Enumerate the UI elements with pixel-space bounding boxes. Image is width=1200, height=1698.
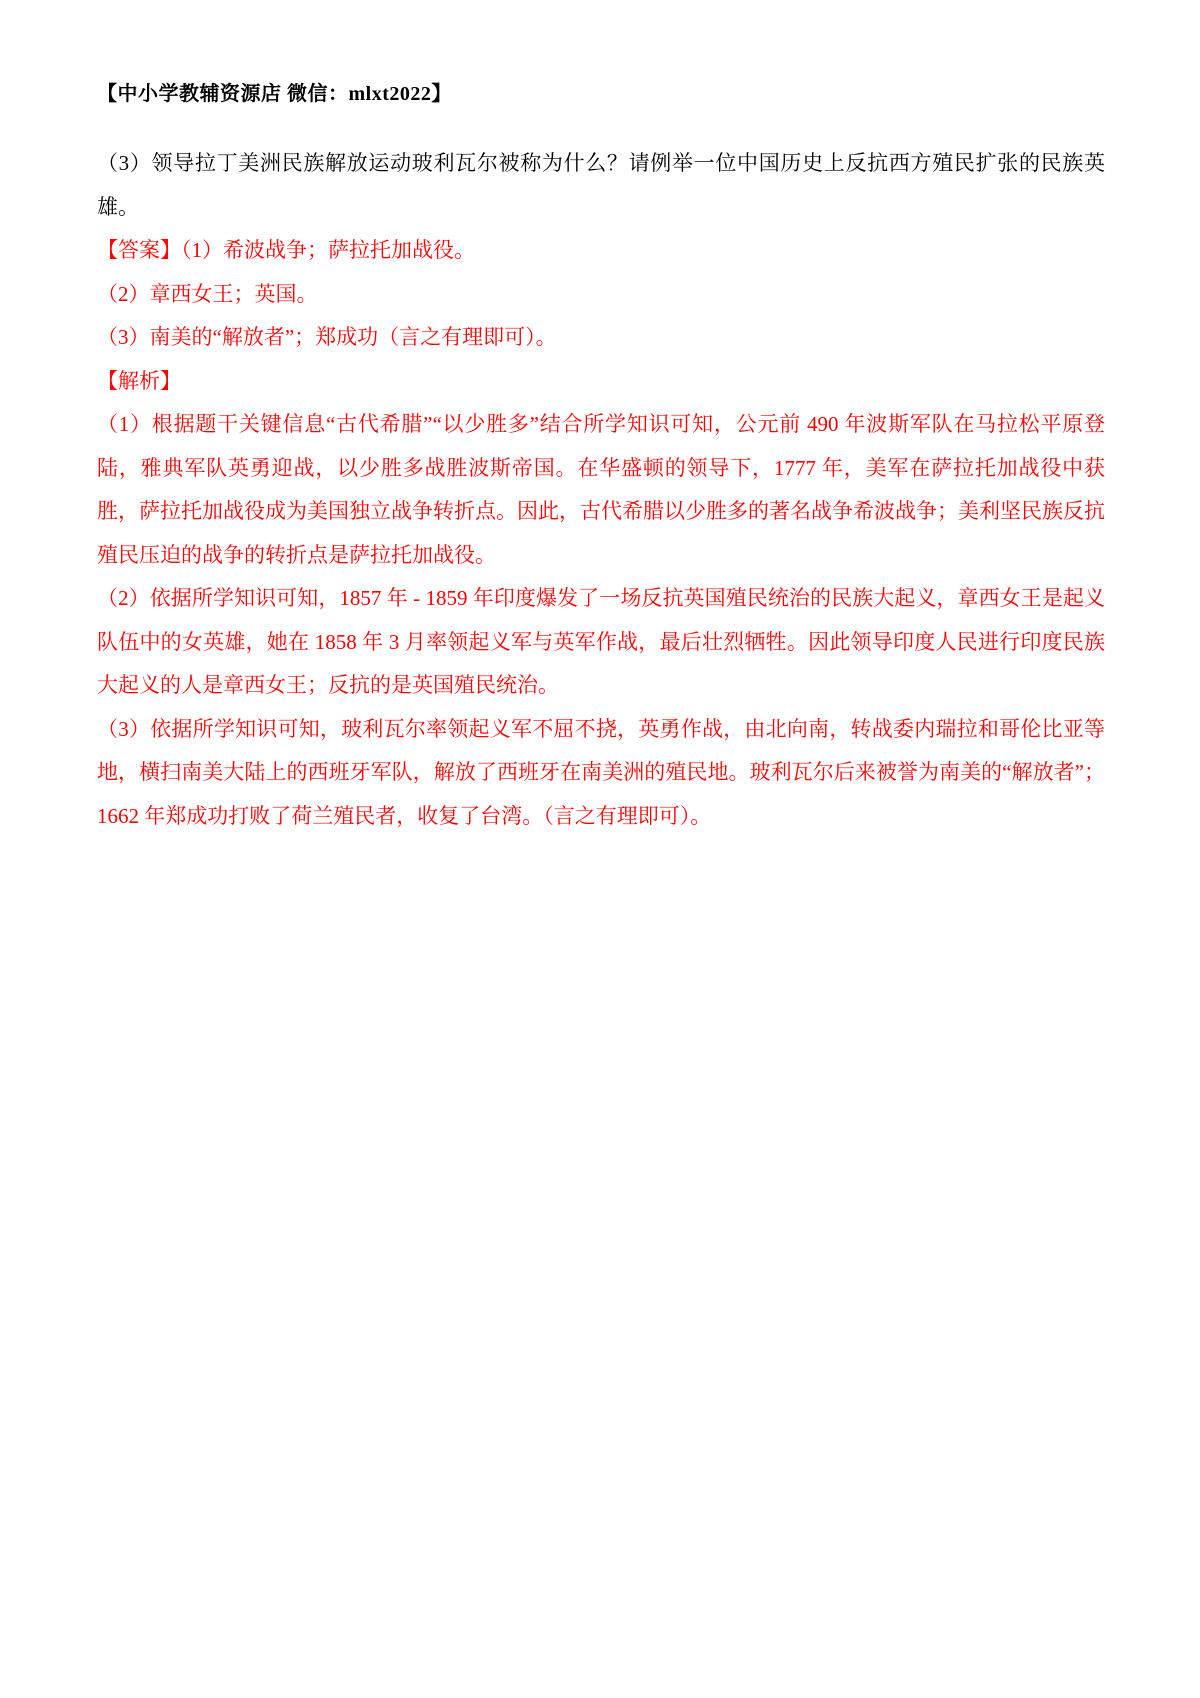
analysis-paragraph-3: （3）依据所学知识可知，玻利瓦尔率领起义军不屈不挠，英勇作战，由北向南，转战委内瑞拉和哥伦比亚等地，横扫南美大陆上的西班牙军队，解放了西班牙在南美洲的殖民地。玻利瓦尔后来被誉为南美的“解放者”；1662 年郑成功打败了荷兰殖民者，收复了台湾。（言之有理即可）。 <box>97 716 1105 828</box>
answer-line-1: 【答案】（1）希波战争；萨拉托加战役。 <box>97 238 475 262</box>
analysis-paragraph-2: （2）依据所学知识可知，1857 年 - 1859 年印度爆发了一场反抗英国殖民统治的民族大起义，章西女王是起义队伍中的女英雄，她在 1858 年 3 月率领起义军与英军作战，最后壮烈牺牲。因此领导印度人民进行印度民族大起义的人是章西女王；反抗的是英国殖民统治。 <box>97 586 1105 697</box>
document-page <box>97 0 1105 838</box>
answer-line-3: （3）南美的“解放者”；郑成功（言之有理即可）。 <box>97 325 557 349</box>
question-section <box>97 142 1105 229</box>
store-watermark-header: 【中小学教辅资源店 微信：mlxt2022】 <box>97 83 452 105</box>
answer-section <box>97 229 1105 360</box>
analysis-paragraph-1: （1）根据题干关键信息“古代希腊”“以少胜多”结合所学知识可知，公元前 490 年波斯军队在马拉松平原登陆，雅典军队英勇迎战，以少胜多战胜波斯帝国。在华盛顿的领导下，1777 年，美军在萨拉托加战役中获胜，萨拉托加战役成为美国独立战争转折点。因此，古代希腊以少胜多的著名战争希波战争；美利坚民族反抗殖民压迫的战争的转折点是萨拉托加战役。 <box>97 412 1105 567</box>
question-text: （3）领导拉丁美洲民族解放运动玻利瓦尔被称为什么？请例举一位中国历史上反抗西方殖民扩张的民族英雄。 <box>97 151 1105 219</box>
answer-line-2: （2）章西女王；英国。 <box>97 281 318 306</box>
analysis-section <box>97 360 1105 839</box>
analysis-label: 【解析】 <box>97 368 181 393</box>
